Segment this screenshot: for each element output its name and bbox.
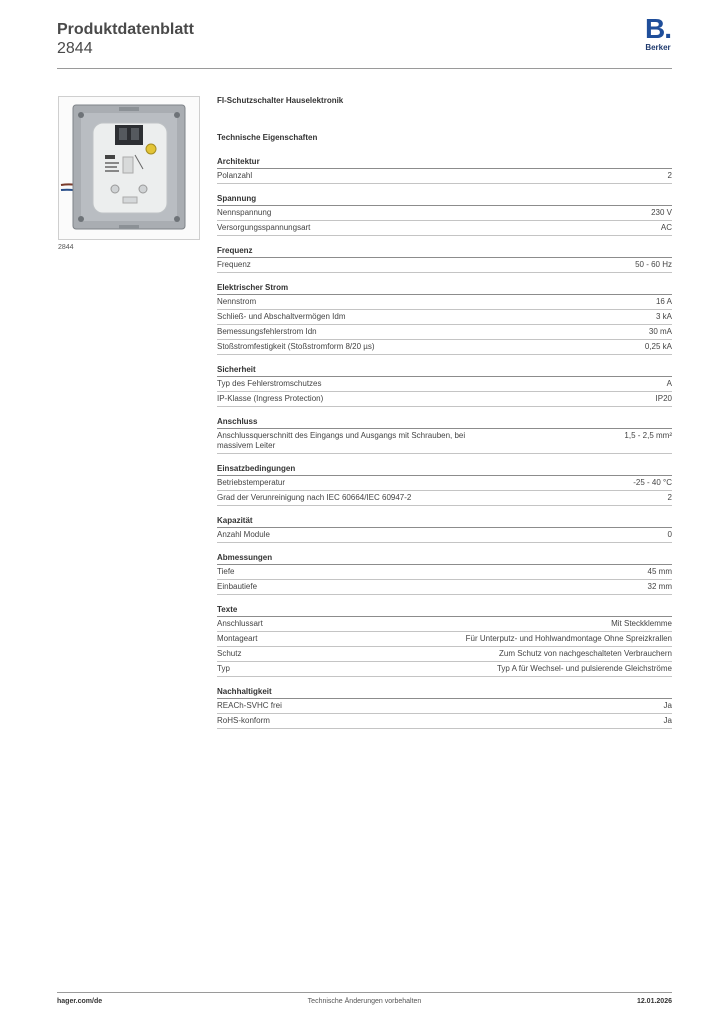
spec-label: Schutz xyxy=(217,649,242,658)
spec-section xyxy=(217,516,672,543)
spec-label: Nennstrom xyxy=(217,297,257,306)
section-title: Texte xyxy=(217,605,672,617)
properties-heading: Technische Eigenschaften xyxy=(217,133,318,142)
spec-row xyxy=(217,206,672,221)
spec-row xyxy=(217,221,672,236)
spec-row xyxy=(217,429,672,454)
spec-section xyxy=(217,194,672,236)
spec-row xyxy=(217,565,672,580)
image-caption: 2844 xyxy=(58,244,74,251)
spec-label: Grad der Verunreinigung nach IEC 60664/IEC 60947-2 xyxy=(217,493,412,502)
spec-row xyxy=(217,699,672,714)
spec-row xyxy=(217,714,672,729)
spec-label: Tiefe xyxy=(217,567,235,576)
logo-text: Berker xyxy=(645,43,671,52)
spec-value: Mit Steckklemme xyxy=(611,619,672,628)
spec-value: 16 A xyxy=(655,297,672,306)
spec-row xyxy=(217,617,672,632)
spec-content xyxy=(217,96,672,739)
spec-value: Für Unterputz- und Hohlwandmontage Ohne Spreizkrallen xyxy=(465,634,672,643)
spec-value: 30 mA xyxy=(648,327,672,336)
spec-value: Typ A für Wechsel- und pulsierende Gleichströme xyxy=(496,664,672,673)
spec-section xyxy=(217,605,672,677)
spec-label: Schließ- und Abschaltvermögen Idm xyxy=(217,312,346,321)
spec-value: 3 kA xyxy=(655,312,672,321)
spec-value: Ja xyxy=(663,716,672,725)
spec-label: IP-Klasse (Ingress Protection) xyxy=(217,394,324,403)
spec-row xyxy=(217,632,672,647)
spec-label: Nennspannung xyxy=(217,208,272,217)
spec-section xyxy=(217,157,672,184)
document-header xyxy=(57,20,194,58)
header-divider xyxy=(57,68,672,69)
section-title: Kapazität xyxy=(217,516,672,528)
spec-label: Anschlussart xyxy=(217,619,263,628)
product-illustration xyxy=(59,97,199,239)
section-title: Frequenz xyxy=(217,246,672,258)
spec-label: Montageart xyxy=(217,634,258,643)
spec-row xyxy=(217,258,672,273)
spec-section xyxy=(217,246,672,273)
spec-row xyxy=(217,528,672,543)
section-title: Einsatzbedingungen xyxy=(217,464,672,476)
spec-section xyxy=(217,365,672,407)
section-title: Anschluss xyxy=(217,417,672,429)
product-number: 2844 xyxy=(57,40,93,57)
spec-row xyxy=(217,647,672,662)
spec-label: REACh-SVHC frei xyxy=(217,701,282,710)
spec-section xyxy=(217,417,672,454)
spec-sections xyxy=(217,157,672,729)
logo-mark: B. xyxy=(645,13,671,44)
spec-value: 1,5 - 2,5 mm² xyxy=(624,431,672,440)
spec-section xyxy=(217,283,672,355)
spec-row xyxy=(217,580,672,595)
product-name: FI-Schutzschalter Hauselektronik xyxy=(217,96,344,105)
spec-row xyxy=(217,377,672,392)
spec-row xyxy=(217,662,672,677)
spec-label: Typ des Fehlerstromschutzes xyxy=(217,379,322,388)
document-title: Produktdatenblatt xyxy=(57,21,194,38)
section-title: Spannung xyxy=(217,194,672,206)
spec-value: AC xyxy=(660,223,672,232)
section-title: Elektrischer Strom xyxy=(217,283,672,295)
product-image xyxy=(58,96,200,240)
spec-value: 2 xyxy=(667,171,672,180)
spec-label: Polanzahl xyxy=(217,171,253,180)
spec-section xyxy=(217,687,672,729)
spec-value: 32 mm xyxy=(647,582,672,591)
spec-value: 230 V xyxy=(651,208,672,217)
spec-value: IP20 xyxy=(655,394,672,403)
spec-label: Anschlussquerschnitt des Eingangs und Ausgangs mit Schrauben, bei massivem Leiter xyxy=(217,431,466,450)
footer-disclaimer: Technische Änderungen vorbehalten xyxy=(307,998,422,1005)
spec-value: 0 xyxy=(667,530,672,539)
footer-divider xyxy=(57,992,672,993)
spec-row xyxy=(217,476,672,491)
spec-label: Betriebstemperatur xyxy=(217,478,286,487)
spec-label: Frequenz xyxy=(217,260,251,269)
section-title: Abmessungen xyxy=(217,553,672,565)
section-title: Sicherheit xyxy=(217,365,672,377)
spec-label: Versorgungsspannungsart xyxy=(217,223,311,232)
spec-label: Stoßstromfestigkeit (Stoßstromform 8/20 µs) xyxy=(217,342,375,351)
spec-value: Zum Schutz von nachgeschalteten Verbrauchern xyxy=(499,649,672,658)
spec-section xyxy=(217,464,672,506)
spec-value: A xyxy=(666,379,672,388)
spec-row xyxy=(217,491,672,506)
spec-value: 2 xyxy=(667,493,672,502)
spec-label: Einbautiefe xyxy=(217,582,258,591)
spec-section xyxy=(217,553,672,595)
spec-label: Typ xyxy=(217,664,230,673)
spec-row xyxy=(217,295,672,310)
spec-value: 0,25 kA xyxy=(644,342,672,351)
spec-row xyxy=(217,169,672,184)
spec-label: Anzahl Module xyxy=(217,530,270,539)
spec-value: -25 - 40 °C xyxy=(633,478,672,487)
spec-row xyxy=(217,310,672,325)
section-title: Architektur xyxy=(217,157,672,169)
spec-row xyxy=(217,325,672,340)
spec-value: 45 mm xyxy=(647,567,672,576)
spec-label: RoHS-konform xyxy=(217,716,270,725)
footer-website: hager.com/de xyxy=(57,998,103,1005)
spec-label: Bemessungsfehlerstrom Idn xyxy=(217,327,317,336)
spec-row xyxy=(217,340,672,355)
spec-value: Ja xyxy=(663,701,672,710)
spec-value: 50 - 60 Hz xyxy=(635,260,672,269)
spec-row xyxy=(217,392,672,407)
section-title: Nachhaltigkeit xyxy=(217,687,672,699)
berker-logo xyxy=(640,13,676,52)
footer-date: 12.01.2026 xyxy=(636,998,672,1005)
